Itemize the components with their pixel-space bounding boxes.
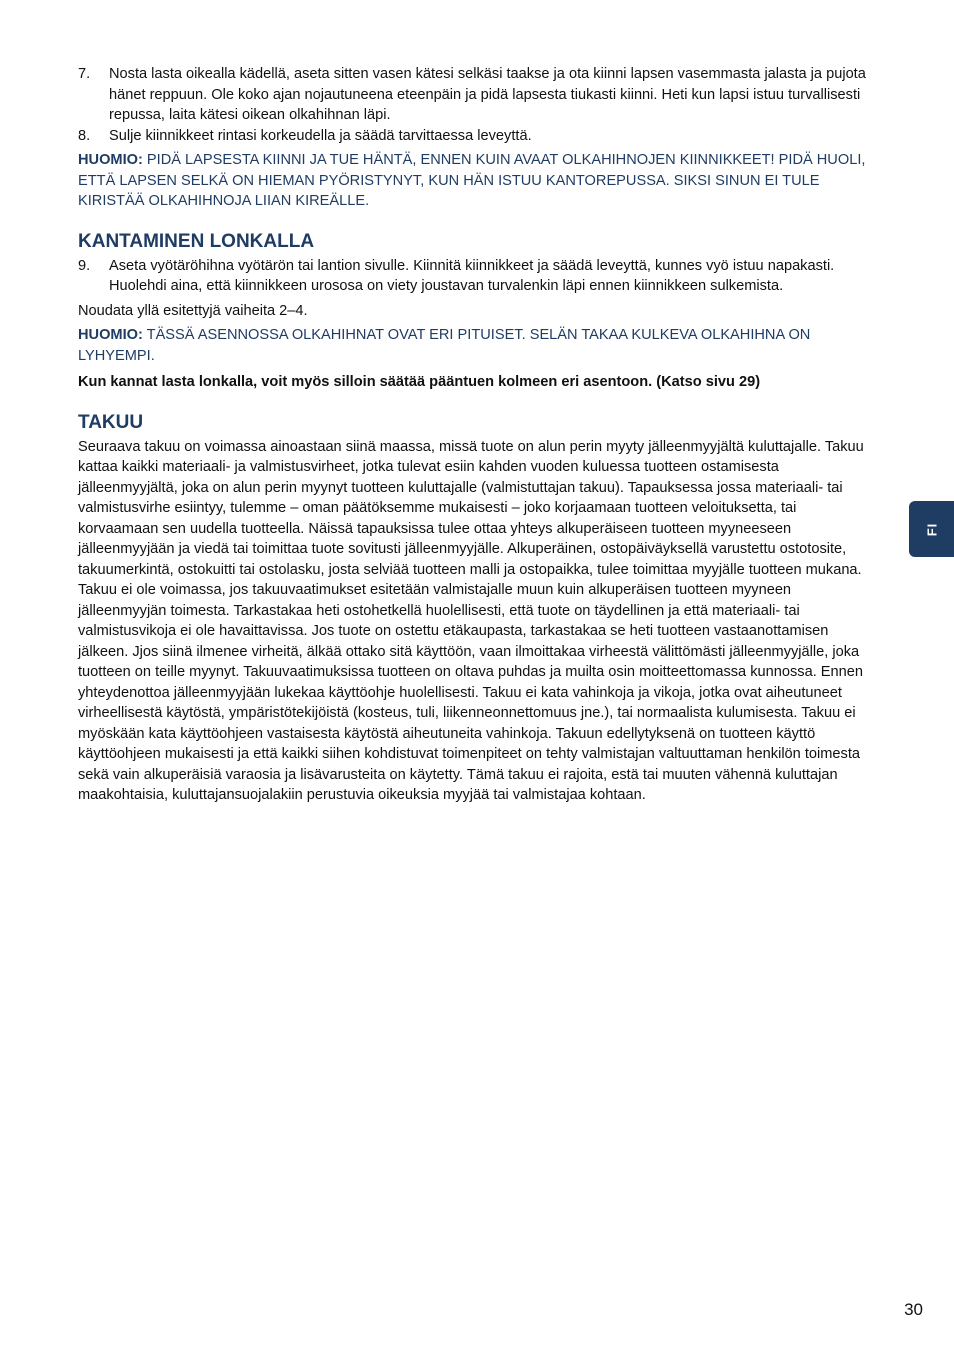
list-item bbox=[78, 256, 878, 297]
section-heading: TAKUU bbox=[78, 411, 144, 433]
step-text: Aseta vyötäröhihna vyötärön tai lantion sivulle. Kiinnitä kiinnikkeet ja säädä leveyttä, kunnes vyö istuu napakasti. Huolehdi aina, että kiinnikkeen urososa on viety joustavan turvalenkin läpi ennen kiinnikkeen sulkemista. bbox=[109, 257, 835, 294]
step-number: 8. bbox=[78, 127, 91, 144]
note-label: HUOMIO: bbox=[78, 152, 143, 168]
list-item bbox=[78, 64, 878, 126]
language-tab-label: FI bbox=[924, 522, 939, 536]
note-label: HUOMIO: bbox=[78, 327, 143, 343]
step-number: 9. bbox=[78, 257, 91, 274]
bold-paragraph: Kun kannat lasta lonkalla, voit myös silloin säätää pääntuen kolmeen eri asentoon. (Katso sivu 29) bbox=[78, 374, 761, 390]
list-item bbox=[78, 126, 878, 147]
step-number: 7. bbox=[78, 66, 91, 82]
warning-note bbox=[78, 325, 878, 366]
step-text: Sulje kiinnikkeet rintasi korkeudella ja säädä tarvittaessa leveyttä. bbox=[109, 127, 532, 144]
note-text: PIDÄ LAPSESTA KIINNI JA TUE HÄNTÄ, ENNEN KUIN AVAAT OLKAHIHNOJEN KIINNIKKEET! PIDÄ HUOLI, ETTÄ LAPSEN SELKÄ ON HIEMAN PYÖRISTYNYT, KUN HÄN ISTUU KANTOREPUSSA. SIKSI SINUN EI TULE KIRISTÄÄ OLKAHIHNOJA LIIAN KIREÄLLE. bbox=[78, 152, 866, 209]
page-number: 30 bbox=[904, 1300, 923, 1319]
note-text: TÄSSÄ ASENNOSSA OLKAHIHNAT OVAT ERI PITUISET. SELÄN TAKAA KULKEVA OLKAHIHNA ON LYHYEMPI. bbox=[78, 327, 811, 364]
step-text: Nosta lasta oikealla kädellä, aseta sitten vasen kätesi selkäsi taakse ja ota kiinni lapsen vasemmasta jalasta ja pujota hänet reppuun. Ole koko ajan nojautuneena eteenpäin ja pidä lapsesta tiukasti kiinni. Heti kun lapsi istuu turvallisesti repussa, laita kätesi oikean olkahihnan läpi. bbox=[109, 66, 866, 123]
language-tab bbox=[909, 501, 954, 557]
page-content bbox=[78, 64, 878, 806]
section-heading: KANTAMINEN LONKALLA bbox=[78, 230, 315, 252]
follow-text: Noudata yllä esitettyjä vaiheita 2–4. bbox=[78, 302, 308, 319]
warning-note bbox=[78, 150, 878, 212]
warranty-body: Seuraava takuu on voimassa ainoastaan siinä maassa, missä tuote on alun perin myyty jälleenmyyjältä kuluttajalle. Takuu kattaa kaikki materiaali- ja valmistusvirheet, jotka tulevat esiin kahden vuoden kuluessa tuotteen ostamisesta jälleenmyyjältä, joka on alun perin myynyt tuotteen kuluttajalle (valmistuttajan takuu). Tapauksessa jossa materiaali- tai valmistusvirhe esiintyy, tulemme – oman päätöksemme mukaisesti – joko korjaamaan tuotteen veloituksetta, tai korvaamaan sen uudella tuotteella. Näissä tapauksissa tulee ottaa yhteys alkuperäiseen tuotteen myyneeseen jälleenmyyjään ja viedä tai toimittaa tuote sovitusti jälleenmyyjälle. Alkuperäinen, ostopäiväyksellä varustettu ostotosite, takuumerkintä, ostokuitti tai ostolasku, josta selviää tuotteen malli ja ostopaikka, tulee toimittaa myyjälle tuotteen mukana. Takuu ei ole voimassa, jos takuuvaatimukset esitetään valmistajalle muun kuin alkuperäisen tuotteen myyneen jälleenmyyjän toimesta. Tarkastakaa heti ostohetkellä huolellisesti, että tuote on täydellinen ja että materiaali- tai valmistusvikoja ei ole havaittavissa. Jos tuote on ostettu etäkaupasta, tarkastakaa se heti tuotteen vastaanottamisen jälkeen. Jjos siinä ilmenee virheitä, älkää ottako sitä käyttöön, vaan ilmoittakaa virheestä välittömästi jälleenmyyjälle, joka tuotteen on teille myynyt. Takuuvaatimuksissa tuotteen on oltava puhdas ja muilta osin moitteettomassa kunnossa. Ennen yhteydenottoa jälleenmyyjään lukekaa käyttöohje huolellisesti. Takuu ei kata vahinkoja ja vikoja, jotka ovat aiheutuneet virheellisestä käytöstä, ympäristötekijöistä (kosteus, tuli, liikenneonnettomuus jne.), tai normaalista kulumisesta. Takuu ei myöskään kata käyttöohjeen vastaisesta käytöstä aiheutuneita vahinkoja. Takuun edellytyksenä on tuotteen käyttö käyttöohjeen mukaisesti ja että kaikki siihen kohdistuvat toimenpiteet on tehty valmistajan valtuuttaman henkilön toimesta sekä vain alkuperäisiä varaosia ja lisävarusteita on käytetty. Tämä takuu ei rajoita, estä tai muuten vähennä kuluttajan maakohtaisia, kuluttajansuojalakiin perustuvia oikeuksia myyjää tai valmistajaa kohtaan. bbox=[78, 438, 864, 803]
